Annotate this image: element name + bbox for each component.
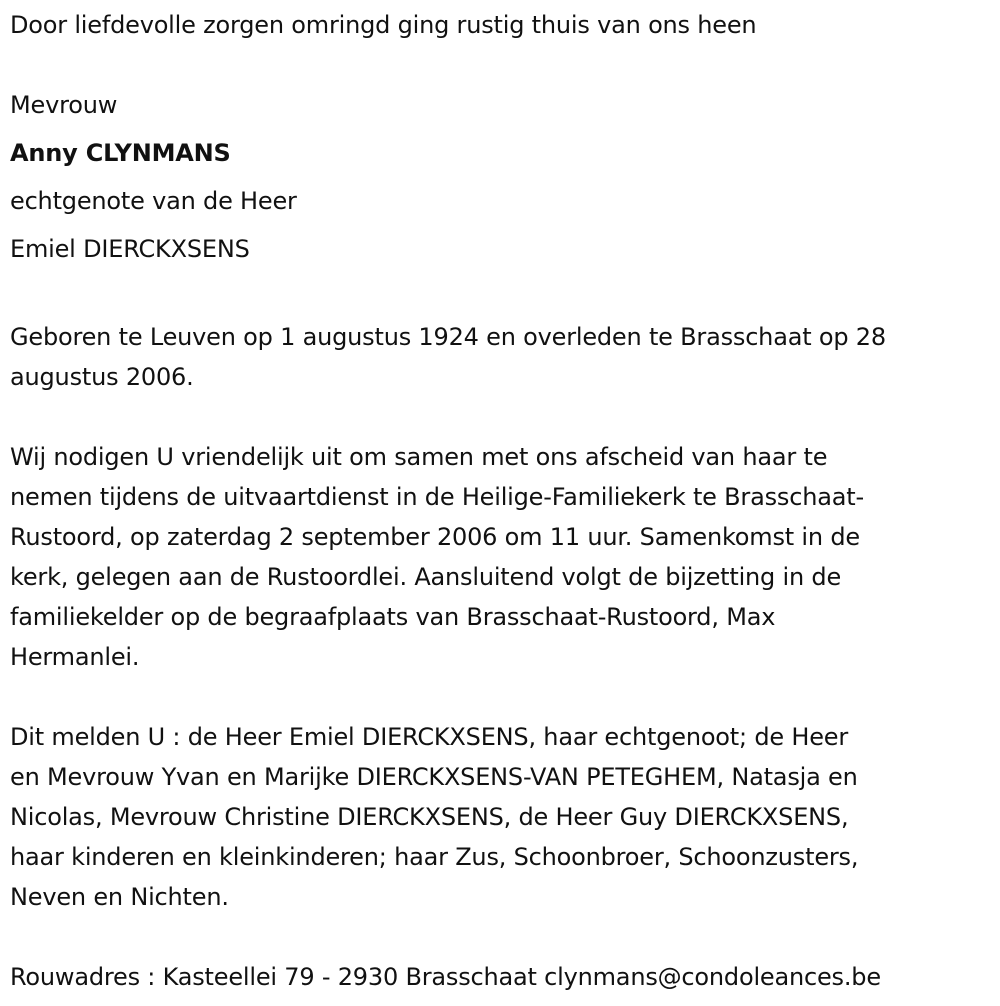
paragraph-line: Neven en Nichten.: [10, 883, 229, 911]
paragraph-line: Hermanlei.: [10, 643, 140, 671]
paragraph-line: familiekelder op de begraafplaats van Brasschaat-Rustoord, Max: [10, 603, 776, 631]
birth-death-paragraph: [10, 317, 1000, 397]
paragraph-line: en Mevrouw Yvan en Marijke DIERCKXSENS-VAN PETEGHEM, Natasja en: [10, 763, 858, 791]
family-paragraph: [10, 717, 1000, 917]
paragraph-line: Geboren te Leuven op 1 augustus 1924 en overleden te Brasschaat op 28: [10, 323, 886, 351]
paragraph-line: Rustoord, op zaterdag 2 september 2006 om 11 uur. Samenkomst in de: [10, 523, 860, 551]
spouse-name: Emiel DIERCKXSENS: [10, 235, 250, 263]
honorific: Mevrouw: [10, 91, 118, 119]
mourning-address: Rouwadres : Kasteellei 79 - 2930 Brasschaat clynmans@condoleances.be: [10, 963, 881, 991]
paragraph-line: Wij nodigen U vriendelijk uit om samen met ons afscheid van haar te: [10, 443, 828, 471]
intro-text: Door liefdevolle zorgen omringd ging rustig thuis van ons heen: [10, 11, 757, 39]
paragraph-line: nemen tijdens de uitvaartdienst in de Heilige-Familiekerk te Brasschaat-: [10, 483, 864, 511]
paragraph-line: Nicolas, Mevrouw Christine DIERCKXSENS, de Heer Guy DIERCKXSENS,: [10, 803, 849, 831]
paragraph-line: kerk, gelegen aan de Rustoordlei. Aansluitend volgt de bijzetting in de: [10, 563, 842, 591]
paragraph-line: Dit melden U : de Heer Emiel DIERCKXSENS, haar echtgenoot; de Heer: [10, 723, 848, 751]
paragraph-line: augustus 2006.: [10, 363, 194, 391]
invitation-paragraph: [10, 437, 1000, 677]
deceased-name: Anny CLYNMANS: [10, 139, 231, 167]
obituary-notice: [10, 5, 1000, 997]
relation-text: echtgenote van de Heer: [10, 187, 297, 215]
paragraph-line: haar kinderen en kleinkinderen; haar Zus, Schoonbroer, Schoonzusters,: [10, 843, 859, 871]
